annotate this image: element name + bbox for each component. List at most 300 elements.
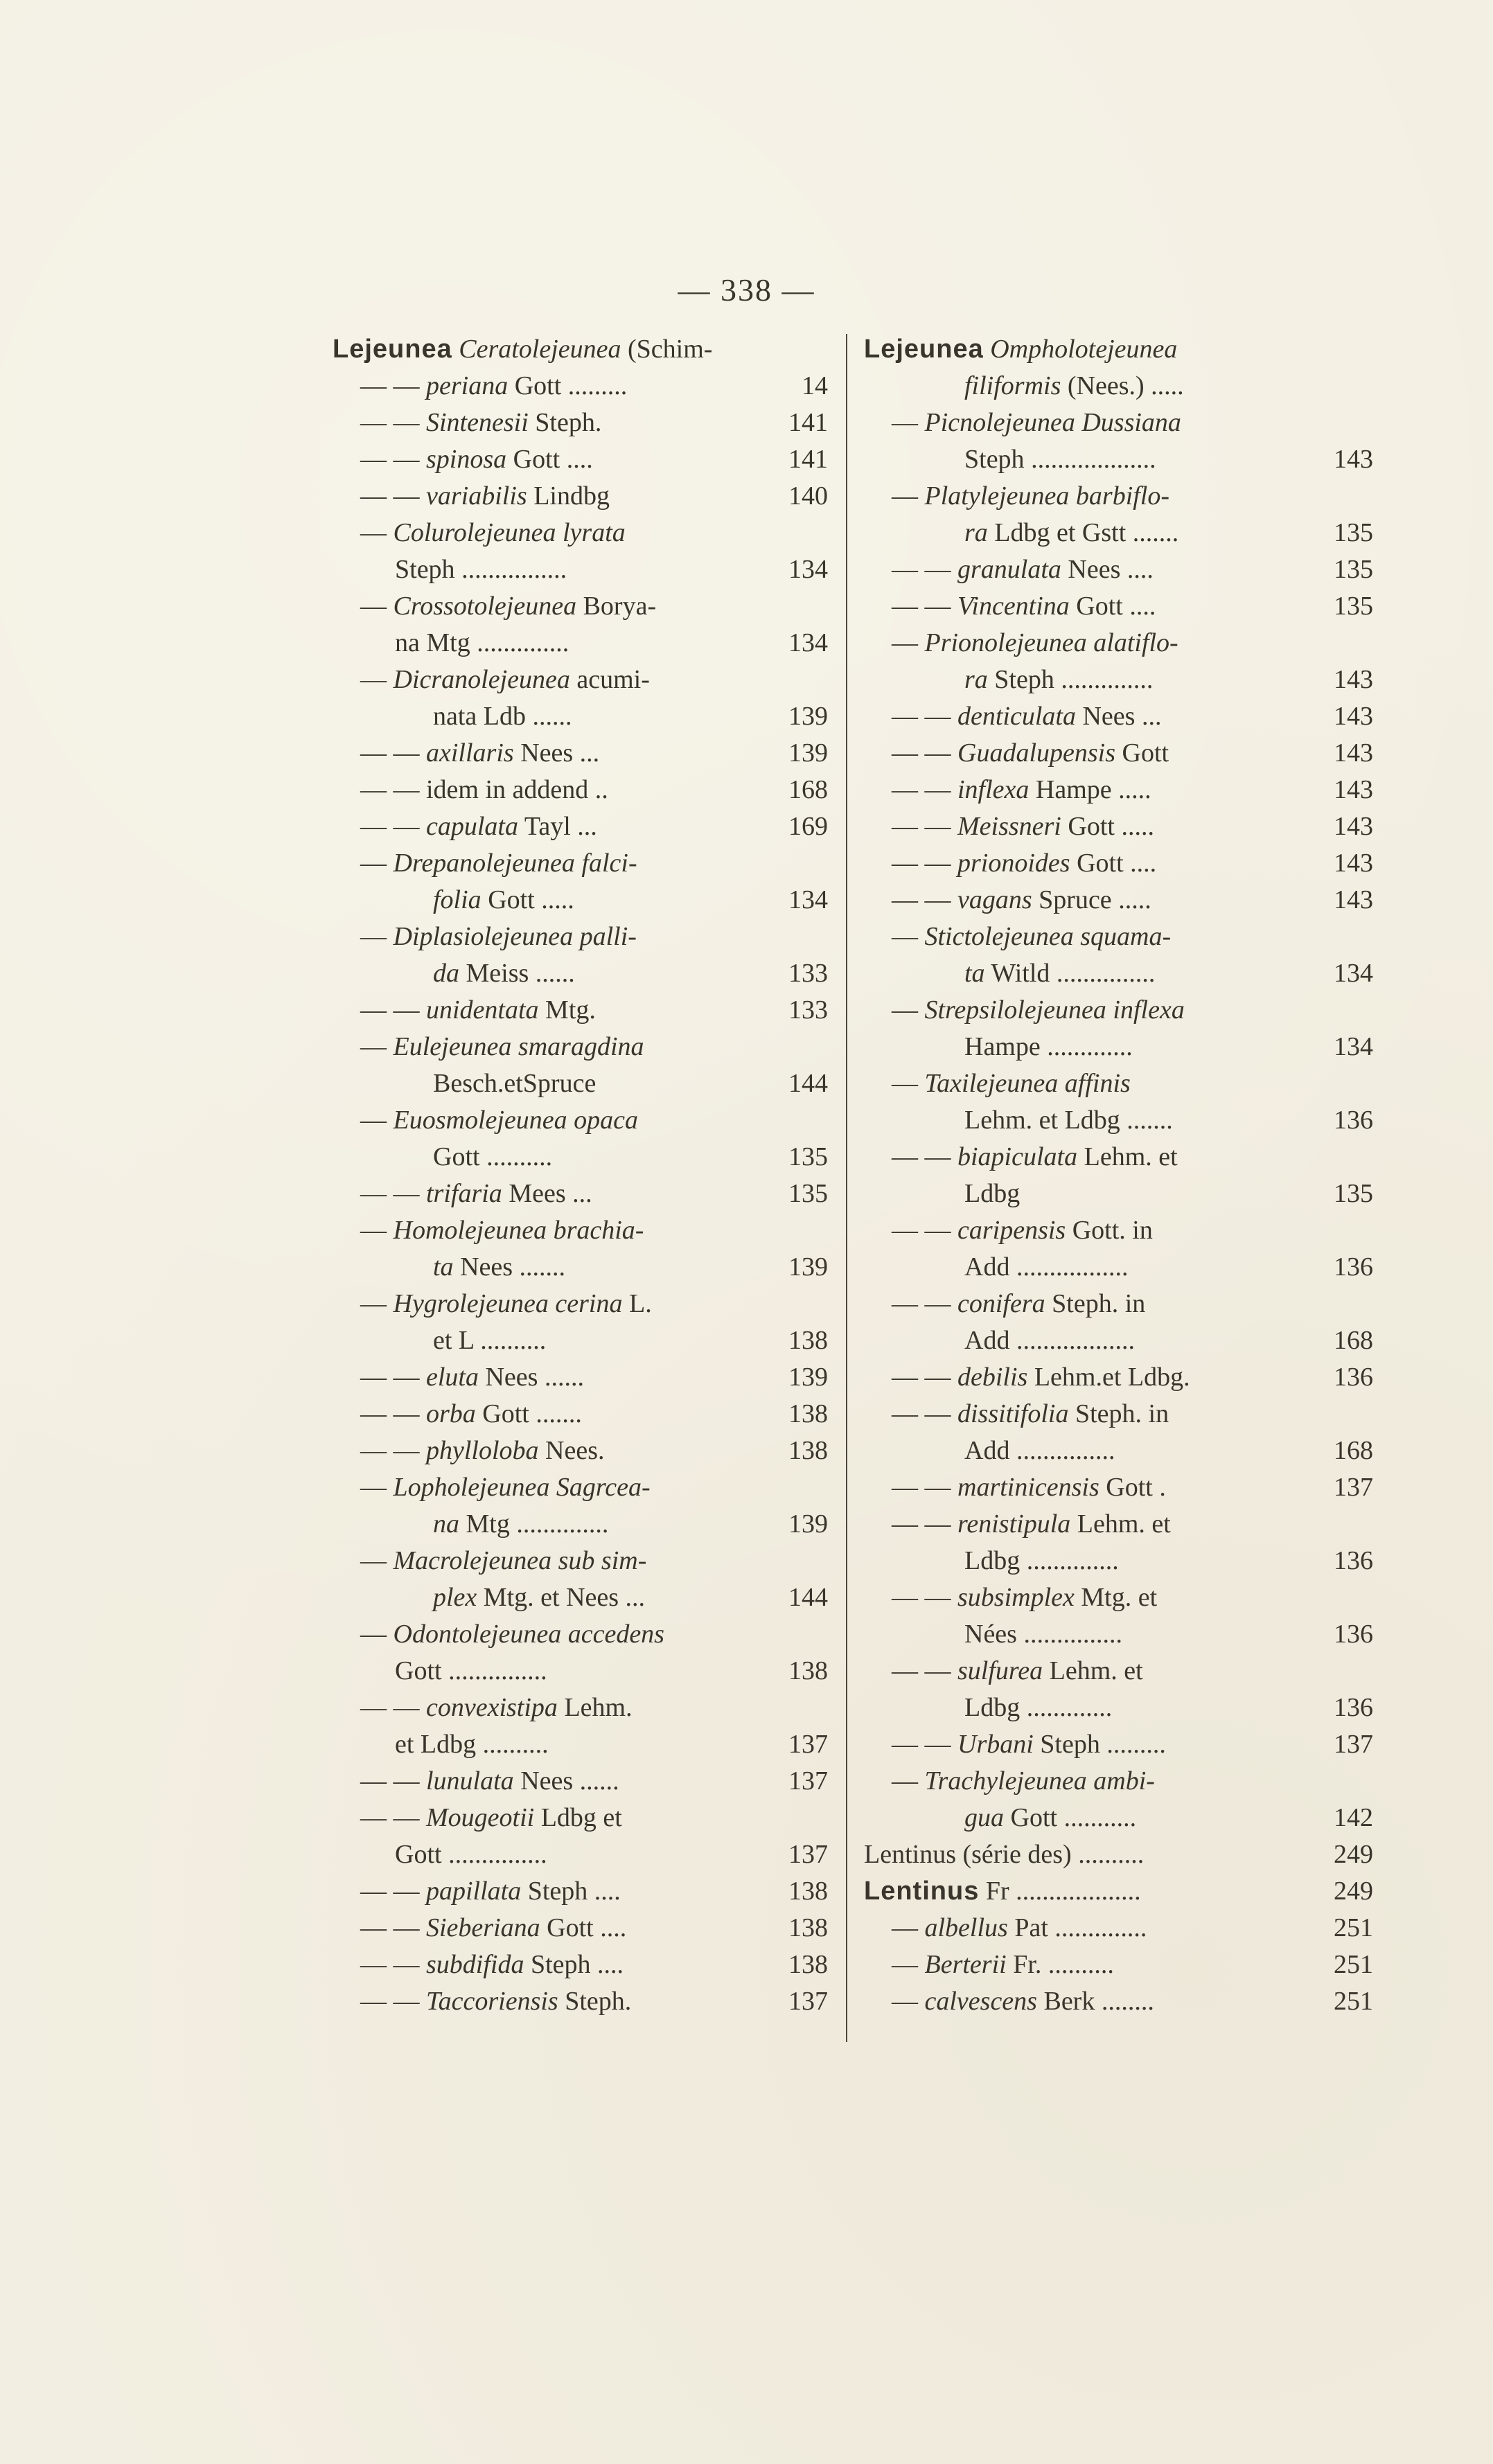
index-entry [864, 1579, 1373, 1616]
entry-dash: — — [360, 812, 420, 841]
entry-page-number: 14 [802, 371, 828, 400]
entry-page-number: 143 [1334, 849, 1373, 878]
entry-page-number: 143 [1334, 445, 1373, 474]
index-entry [333, 1800, 828, 1836]
entry-author: acumi- [576, 665, 650, 694]
entry-leader-dots: ..... [1151, 371, 1184, 400]
entry-author: Gott [514, 371, 562, 400]
index-entry [333, 1653, 828, 1690]
index-entry [333, 1947, 828, 1983]
entry-dash: — — [892, 849, 951, 878]
index-entry [864, 1359, 1373, 1396]
index-entry [333, 368, 828, 405]
entry-page-number: 168 [788, 775, 828, 804]
entry-author: Nees [1068, 555, 1121, 584]
index-entry [333, 1433, 828, 1469]
index-entry [333, 735, 828, 772]
entry-name: Homolejeunea brachia- [393, 1216, 644, 1245]
index-entry [864, 405, 1373, 441]
entry-author: Add [964, 1436, 1010, 1465]
entry-leader-dots: ............... [448, 1840, 547, 1869]
index-entry [333, 919, 828, 955]
entry-page-number: 140 [788, 481, 828, 511]
index-entry [333, 882, 828, 919]
entry-page-number: 136 [1334, 1620, 1373, 1649]
entry-dash: — [892, 1987, 918, 2016]
index-entry [333, 1873, 828, 1910]
index-entry [864, 1322, 1373, 1359]
entry-page-number: 251 [1334, 1950, 1373, 1979]
index-entry [864, 1139, 1373, 1176]
entry-page-number: 139 [788, 702, 828, 731]
entry-leader-dots: ...... [579, 1766, 619, 1796]
entry-page-number: 136 [1334, 1252, 1373, 1282]
index-entry [333, 478, 828, 515]
entry-author: Steph. [535, 408, 602, 437]
entry-page-number: 137 [788, 1987, 828, 2016]
entry-dash: — [892, 481, 918, 511]
entry-author: Gott . [1106, 1473, 1166, 1502]
entry-author: Gott [488, 885, 535, 914]
entry-leader-dots: .... [594, 1877, 621, 1906]
entry-dash: — [360, 849, 387, 878]
entry-author: (Nees.) [1067, 371, 1145, 400]
index-entry [864, 845, 1373, 882]
index-entry [864, 735, 1373, 772]
entry-name: Urbani [957, 1730, 1034, 1759]
entry-author: Ldbg et [540, 1803, 622, 1832]
entry-name: trifaria [426, 1179, 502, 1208]
entry-name: albellus [924, 1913, 1008, 1942]
entry-dash: — — [360, 481, 420, 511]
entry-page-number: 143 [1334, 702, 1373, 731]
index-entry [333, 1579, 828, 1616]
index-entry [864, 1065, 1373, 1102]
index-entry [864, 772, 1373, 808]
entry-name: biapiculata [957, 1142, 1078, 1171]
entry-page-number: 143 [1334, 738, 1373, 768]
entry-page-number: 134 [788, 628, 828, 657]
index-entry [333, 808, 828, 845]
entry-name: spinosa [426, 445, 507, 474]
index-entry [864, 1543, 1373, 1579]
entry-name: Taxilejeunea affinis [924, 1069, 1131, 1098]
index-entry [864, 1726, 1373, 1763]
entry-author: Lehm. et [1077, 1509, 1171, 1539]
entry-name: Sieberiana [426, 1913, 540, 1942]
entry-page-number: 138 [788, 1877, 828, 1906]
entry-author: na Mtg [395, 628, 470, 657]
entry-dash: — [892, 1766, 918, 1796]
index-entry [333, 331, 828, 368]
index-entry [864, 551, 1373, 588]
entry-page-number: 134 [1334, 1032, 1373, 1061]
entry-leader-dots: ..... [1118, 775, 1151, 804]
entry-name: martinicensis [957, 1473, 1099, 1502]
index-entry [333, 405, 828, 441]
entry-author: Meiss [466, 959, 529, 988]
entry-author: Steph [530, 1950, 591, 1979]
entry-name: conifera [957, 1289, 1045, 1318]
entry-name: subsimplex [957, 1583, 1075, 1612]
index-entry [864, 368, 1373, 405]
index-entry [864, 441, 1373, 478]
index-entry [864, 955, 1373, 992]
entry-dash: — — [360, 1363, 420, 1392]
entry-name: capulata [426, 812, 518, 841]
entry-name: periana [426, 371, 509, 400]
index-entry [333, 955, 828, 992]
entry-dash: — [360, 1473, 387, 1502]
entry-author: Gott [1122, 738, 1169, 768]
entry-author: Steph [527, 1877, 588, 1906]
page-number: — 338 — [678, 272, 815, 308]
entry-page-number: 134 [788, 885, 828, 914]
entry-leader-dots: .......... [480, 1326, 547, 1355]
entry-page-number: 251 [1334, 1913, 1373, 1942]
entry-dash: — — [360, 1950, 420, 1979]
entry-leader-dots: ................... [1031, 445, 1156, 474]
entry-name: Picnolejeunea Dussiana [924, 408, 1181, 437]
entry-leader-dots: ........ [1101, 1987, 1154, 2016]
entry-dash: — — [360, 1913, 420, 1942]
entry-name: na [433, 1509, 459, 1539]
index-entry [864, 588, 1373, 625]
index-entry [864, 1433, 1373, 1469]
index-entry [333, 1763, 828, 1800]
entry-leader-dots: .......... [1048, 1950, 1114, 1979]
entry-dash: — [360, 1106, 387, 1135]
entry-author: Lehm. et [1084, 1142, 1178, 1171]
entry-dash: — — [892, 775, 951, 804]
entry-dash: — — [360, 408, 420, 437]
entry-page-number: 134 [788, 555, 828, 584]
entry-dash: — — [360, 1179, 420, 1208]
entry-author: Gott [1077, 849, 1124, 878]
entry-name: Ompholotejeunea [990, 335, 1178, 364]
entry-author: Steph [395, 555, 455, 584]
entry-author: Gott [433, 1142, 480, 1171]
entry-name: Platylejeunea barbiflo- [924, 481, 1170, 511]
entry-name: Vincentina [957, 592, 1070, 621]
entry-page-number: 135 [788, 1179, 828, 1208]
index-entry [333, 662, 828, 698]
index-entry [864, 1029, 1373, 1065]
entry-author: idem in addend [426, 775, 589, 804]
index-entry [333, 1396, 828, 1433]
entry-page-number: 249 [1334, 1877, 1373, 1906]
entry-leader-dots: ....... [1132, 518, 1179, 547]
index-entry [333, 992, 828, 1029]
entry-page-number: 169 [788, 812, 828, 841]
entry-name: gua [964, 1803, 1004, 1832]
index-entry [333, 625, 828, 662]
entry-name: Drepanolejeunea falci- [393, 849, 637, 878]
entry-name: ta [433, 1252, 454, 1282]
entry-author: L. [628, 1289, 652, 1318]
entry-name: convexistipa [426, 1693, 558, 1722]
entry-dash: — [360, 1289, 387, 1318]
entry-page-number: 249 [1334, 1840, 1373, 1869]
entry-dash: — — [360, 775, 420, 804]
index-entry [333, 845, 828, 882]
entry-page-number: 137 [788, 1840, 828, 1869]
index-entry [864, 515, 1373, 551]
entry-author: Nees. [545, 1436, 605, 1465]
entry-page-number: 133 [788, 995, 828, 1025]
entry-page-number: 135 [788, 1142, 828, 1171]
entry-leader-dots: ....... [536, 1399, 582, 1428]
entry-leader-dots: .... [1127, 555, 1154, 584]
entry-author: Hampe [964, 1032, 1041, 1061]
entry-name: Meissneri [957, 812, 1061, 841]
entry-page-number: 138 [788, 1656, 828, 1685]
index-entry [333, 1506, 828, 1543]
entry-author: Lehm. et Ldbg [964, 1106, 1120, 1135]
index-entry [864, 1176, 1373, 1212]
entry-dash: — — [360, 371, 420, 400]
entry-author: Steph [1040, 1730, 1100, 1759]
entry-author: Steph [964, 445, 1025, 474]
entry-name: Hygrolejeunea cerina [393, 1289, 623, 1318]
entry-dash: — [360, 665, 387, 694]
entry-dash: — [360, 1620, 387, 1649]
index-entry [864, 478, 1373, 515]
entry-author: Lehm.et Ldbg. [1034, 1363, 1190, 1392]
entry-page-number: 168 [1334, 1436, 1373, 1465]
entry-page-number: 143 [1334, 665, 1373, 694]
index-entry [864, 1690, 1373, 1726]
entry-name: Ceratolejeunea [459, 335, 621, 364]
entry-name: granulata [957, 555, 1061, 584]
entry-page-number: 138 [788, 1913, 828, 1942]
entry-dash: — — [360, 1803, 420, 1832]
entry-genus: Lejeunea [864, 335, 984, 364]
entry-name: orba [426, 1399, 476, 1428]
entry-dash: — [892, 995, 918, 1025]
entry-page-number: 141 [788, 445, 828, 474]
index-entry [864, 1983, 1373, 2020]
entry-author: Gott [395, 1840, 442, 1869]
index-entry [333, 1212, 828, 1249]
index-entry [333, 1726, 828, 1763]
index-entry [333, 1836, 828, 1873]
entry-author: Mtg. et [1081, 1583, 1158, 1612]
entry-author: Gott [395, 1656, 442, 1685]
entry-dash: — [892, 922, 918, 951]
entry-author: Steph. in [1052, 1289, 1146, 1318]
entry-leader-dots: ..... [541, 885, 574, 914]
entry-page-number: 251 [1334, 1987, 1373, 2016]
entry-dash: — — [892, 1473, 951, 1502]
entry-page-number: 139 [788, 1252, 828, 1282]
entry-name: ra [964, 518, 988, 547]
index-entry [333, 1176, 828, 1212]
entry-dash: — [360, 1032, 387, 1061]
entry-leader-dots: ...... [544, 1363, 584, 1392]
entry-name: Colurolejeunea lyrata [393, 518, 626, 547]
entry-leader-dots: .............. [1061, 665, 1154, 694]
entry-name: sulfurea [957, 1656, 1043, 1685]
entry-page-number: 139 [788, 1363, 828, 1392]
entry-leader-dots: .......... [482, 1730, 549, 1759]
entry-author: Gott [1010, 1803, 1058, 1832]
entry-leader-dots: .... [1129, 592, 1156, 621]
index-entry [333, 588, 828, 625]
entry-name: eluta [426, 1363, 479, 1392]
entry-name: unidentata [426, 995, 539, 1025]
entry-author: Gott [1068, 812, 1115, 841]
entry-name: Mougeotii [426, 1803, 535, 1832]
entry-dash: — [892, 408, 918, 437]
index-entry [864, 1910, 1373, 1947]
entry-name: variabilis [426, 481, 527, 511]
index-entry [864, 1212, 1373, 1249]
entry-name: renistipula [957, 1509, 1071, 1539]
entry-name: prionoides [957, 849, 1070, 878]
entry-name: da [433, 959, 459, 988]
entry-dash: — — [360, 1436, 420, 1465]
index-entry [333, 1102, 828, 1139]
index-entry [333, 1983, 828, 2020]
entry-dash: — — [892, 812, 951, 841]
entry-leader-dots: ..... [1118, 885, 1151, 914]
entry-leader-dots: ...... [535, 959, 575, 988]
right-index-column [864, 331, 1373, 2020]
entry-name: debilis [957, 1363, 1028, 1392]
entry-dash: — — [360, 1877, 420, 1906]
entry-name: subdifida [426, 1950, 524, 1979]
entry-name: phylloloba [426, 1436, 539, 1465]
entry-leader-dots: ......... [567, 371, 628, 400]
entry-name: plex [433, 1583, 477, 1612]
entry-page-number: 138 [788, 1399, 828, 1428]
entry-author: Add [964, 1252, 1010, 1282]
entry-name: ta [964, 959, 985, 988]
entry-dash: — — [360, 1766, 420, 1796]
index-entry [864, 992, 1373, 1029]
entry-author: Mees [509, 1179, 566, 1208]
entry-dash: — — [892, 1509, 951, 1539]
entry-name: calvescens [924, 1987, 1037, 2016]
entry-name: caripensis [957, 1216, 1066, 1245]
entry-name: Eulejeunea smaragdina [393, 1032, 644, 1061]
entry-leader-dots: .............. [1054, 1913, 1147, 1942]
entry-dash: — — [892, 702, 951, 731]
entry-dash: — — [892, 1363, 951, 1392]
entry-dash: — — [892, 1216, 951, 1245]
entry-leader-dots: ............. [1047, 1032, 1133, 1061]
index-entry [333, 1616, 828, 1653]
entry-dash: — [360, 518, 387, 547]
index-entry [333, 1359, 828, 1396]
index-entry [864, 1653, 1373, 1690]
entry-author: Lindbg [533, 481, 610, 511]
entry-author: Gott [513, 445, 560, 474]
entry-author: Nees [520, 1766, 574, 1796]
index-entry [333, 1029, 828, 1065]
entry-dash: — — [360, 738, 420, 768]
entry-dash: — — [892, 1399, 951, 1428]
entry-author: Lehm. [564, 1693, 633, 1722]
entry-page-number: 139 [788, 1509, 828, 1539]
entry-name: Strepsilolejeunea inflexa [924, 995, 1185, 1025]
entry-author: Ldbg [964, 1179, 1021, 1208]
entry-leader-dots: ... [579, 738, 600, 768]
entry-author: et L [433, 1326, 474, 1355]
entry-name: Trachylejeunea ambi- [924, 1766, 1155, 1796]
entry-author: Nees [485, 1363, 538, 1392]
entry-name: dissitifolia [957, 1399, 1069, 1428]
entry-page-number: 143 [1334, 885, 1373, 914]
index-entry [864, 1947, 1373, 1983]
entry-dash: — — [892, 555, 951, 584]
entry-leader-dots: ... [625, 1583, 646, 1612]
entry-page-number: 144 [788, 1583, 828, 1612]
entry-leader-dots: ............. [1026, 1693, 1113, 1722]
entry-author: Witld [991, 959, 1050, 988]
entry-name: filiformis [964, 371, 1061, 400]
index-entry [333, 1065, 828, 1102]
entry-leader-dots: .... [600, 1913, 627, 1942]
entry-name: axillaris [426, 738, 514, 768]
entry-name: lunulata [426, 1766, 514, 1796]
index-entry [864, 1616, 1373, 1653]
entry-author: Fr. [1013, 1950, 1042, 1979]
entry-author: Gott [547, 1913, 594, 1942]
entry-author: Mtg. [545, 995, 596, 1025]
entry-name: papillata [426, 1877, 522, 1906]
entry-leader-dots: ................... [1016, 1877, 1141, 1906]
index-entry [333, 1910, 828, 1947]
entry-page-number: 136 [1334, 1106, 1373, 1135]
index-entry [864, 1249, 1373, 1286]
entry-author: Steph [994, 665, 1054, 694]
entry-leader-dots: ............... [448, 1656, 547, 1685]
index-entry [864, 1396, 1373, 1433]
entry-name: Stictolejeunea squama- [924, 922, 1172, 951]
entry-name: Lopholejeunea Sagrcea- [393, 1473, 651, 1502]
entry-page-number: 137 [788, 1730, 828, 1759]
entry-name: folia [433, 885, 482, 914]
index-entry [864, 1800, 1373, 1836]
entry-leader-dots: ....... [519, 1252, 566, 1282]
entry-leader-dots: ...... [532, 702, 572, 731]
index-entry [333, 1286, 828, 1322]
entry-author: Mtg. et Nees [483, 1583, 619, 1612]
entry-author: Nées [964, 1620, 1017, 1649]
entry-page-number: 137 [1334, 1730, 1373, 1759]
index-entry [864, 1873, 1373, 1910]
entry-leader-dots: ................ [461, 555, 567, 584]
entry-page-number: 138 [788, 1326, 828, 1355]
entry-leader-dots: .. [594, 775, 608, 804]
entry-page-number: 137 [1334, 1473, 1373, 1502]
index-entry [333, 551, 828, 588]
entry-page-number: 135 [1334, 592, 1373, 621]
entry-dash: — — [360, 1987, 420, 2016]
entry-author: Spruce [1039, 885, 1112, 914]
index-entry [333, 1322, 828, 1359]
index-entry [864, 1286, 1373, 1322]
entry-author: et Ldbg [395, 1730, 477, 1759]
entry-author: Lehm. et [1049, 1656, 1143, 1685]
entry-author: Mtg [466, 1509, 510, 1539]
entry-page-number: 143 [1334, 812, 1373, 841]
entry-name: Macrolejeunea sub sim- [393, 1546, 647, 1575]
entry-page-number: 138 [788, 1436, 828, 1465]
index-entry [333, 515, 828, 551]
